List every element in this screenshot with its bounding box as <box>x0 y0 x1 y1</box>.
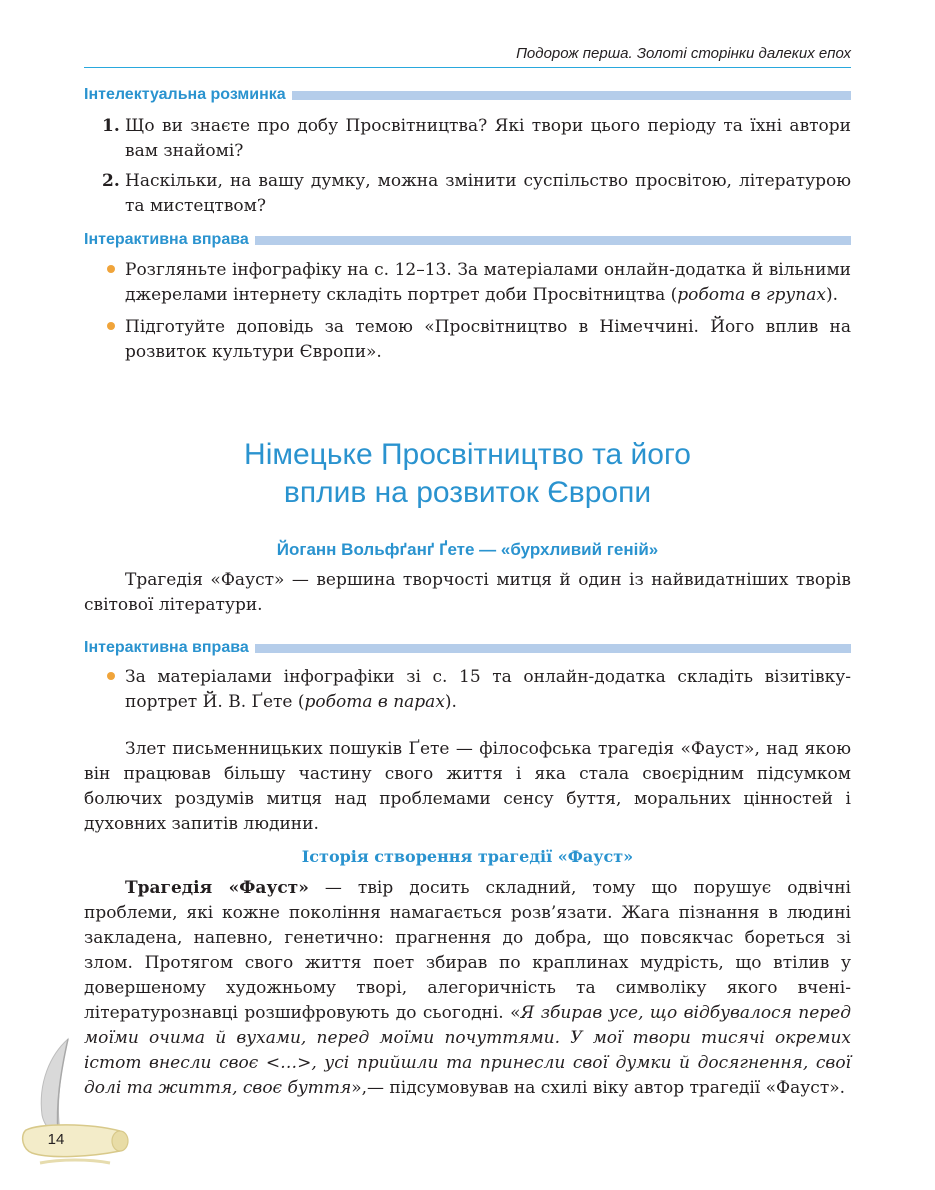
exercise-list <box>84 665 851 722</box>
paragraph-lead: Трагедія «Фауст» <box>125 878 309 898</box>
paragraph-text: — твір досить складний, тому що порушує одвічні проблеми, які кожне покоління намагається розв’язати. Жага пізнання в людині закладена, напевно, генетично: прагнення до добра, що повсякчас бореться зі злом. Протягом свого життя поет збирав по краплинах мудрість, що втілив у довершеному художньому творі, алегоричність та символіку якого вчені-літературознавці розшифровують до сьогодні. « <box>84 878 851 1023</box>
exercise-tail: ). <box>444 692 457 712</box>
bullet-icon <box>107 265 115 273</box>
question-text: Що ви знаєте про добу Просвітництва? Які твори цього періоду та їхні автори вам знайомі? <box>125 116 851 161</box>
exercise-tail: ). <box>825 285 839 305</box>
chapter-subtitle: Йоганн Вольфґанґ Ґете — «бурхливий геній» <box>276 540 659 559</box>
bullet-icon <box>107 322 115 330</box>
goethe-quote: Я збирав усе, що відбувалося перед моїми очима й вухами, перед моїми почуттями. У мої твори тисячі окремих істот внесли своє <…>, усі прийшли та принесли свої думки й досягнення, свої долі та життя, своє буття <box>84 1003 851 1098</box>
warmup-title: Інтелектуальна розминка <box>84 86 286 103</box>
question-item <box>84 169 851 219</box>
exercise-title: Інтерактивна вправа <box>84 231 249 248</box>
warmup-heading <box>84 85 851 105</box>
question-text: Наскільки, на вашу думку, можна змінити суспільство просвітою, літературою та мистецтвом? <box>125 171 851 216</box>
paragraph-tail: »,— підсумовував на схилі віку автор трагедії «Фауст». <box>351 1078 846 1098</box>
intro-paragraph: Трагедія «Фауст» — вершина творчості митця й один із найвидатніших творів світової літератури. <box>84 570 851 615</box>
exercise-italic: робота в парах <box>304 692 445 712</box>
chapter-title-line: вплив на розвиток Європи <box>283 476 652 509</box>
exercise-text: Підготуйте доповідь за темою «Просвітництво в Німеччині. Його вплив на розвиток культури Європи». <box>125 317 851 362</box>
chapter-title-line: Німецьке Просвітництво та його <box>244 438 691 471</box>
history-heading: Історія створення трагедії «Фауст» <box>301 847 634 866</box>
bullet-icon <box>107 672 115 680</box>
question-number: 1. <box>102 116 120 136</box>
exercise-title: Інтерактивна вправа <box>84 639 249 656</box>
warmup-questions <box>84 114 851 224</box>
header-rule <box>84 67 851 68</box>
heading-bar <box>292 91 851 100</box>
exercise-heading <box>84 230 851 250</box>
exercise-item <box>84 665 851 715</box>
heading-bar <box>255 644 851 653</box>
chapter-title <box>0 436 935 512</box>
page-number: 14 <box>47 1130 65 1148</box>
quill-scroll-icon <box>20 1035 135 1170</box>
body-paragraph <box>84 876 851 1101</box>
exercise-text: Розгляньте інфографіку на с. 12–13. За матеріалами онлайн-додатка й вільними джерелами інтернету складіть портрет доби Просвітництва ( <box>125 260 851 305</box>
question-item <box>84 114 851 164</box>
exercise-item <box>84 258 851 308</box>
exercise-heading <box>84 638 851 658</box>
heading-bar <box>255 236 851 245</box>
running-title: Подорож перша. Золоті сторінки далеких епох <box>516 45 851 62</box>
exercise-list <box>84 258 851 372</box>
exercise-italic: робота в групах <box>677 285 826 305</box>
question-number: 2. <box>102 171 120 191</box>
exercise-item <box>84 315 851 365</box>
body-paragraph: Злет письменницьких пошуків Ґете — філософська трагедія «Фауст», над якою він працював більшу частину свого життя і яка стала своєрідним підсумком болючих роздумів митця над проблемами сенсу буття, моральних цінностей і духовних запитів людини. <box>84 739 851 834</box>
exercise-text: За матеріалами інфографіки зі с. 15 та онлайн-додатка складіть візитівку-портрет Й. В. Ґете ( <box>125 667 851 712</box>
